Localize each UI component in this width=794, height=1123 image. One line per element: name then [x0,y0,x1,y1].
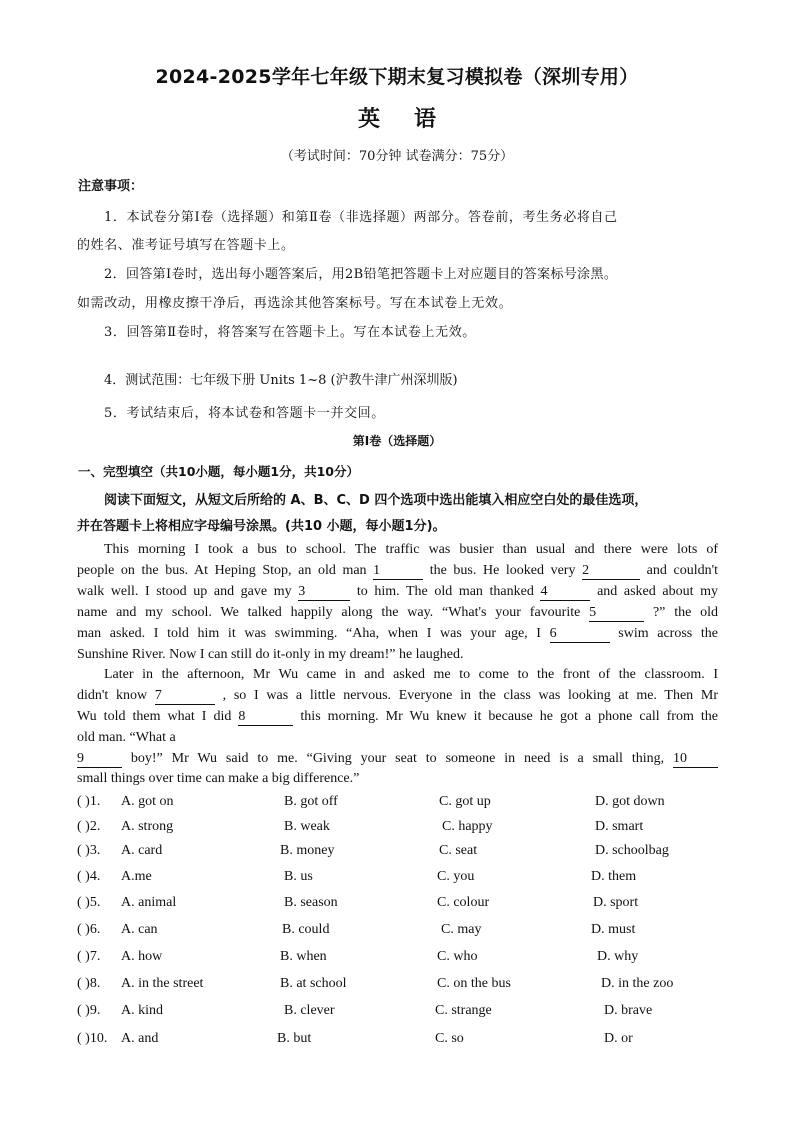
question-row [77,794,737,814]
option-c: C. strange [435,1003,492,1018]
question-row [77,922,737,942]
question-number: ( )3. [77,843,101,858]
option-b: B. at school [280,976,347,991]
notice-item-2-line2: 如需改动，用橡皮擦干净后，再选涂其他答案标号。写在本试卷上无效。 [77,296,513,311]
exam-title: 2024-2025学年七年级下期末复习模拟卷（深圳专用） [155,66,639,88]
blank-2: 2 [582,563,640,580]
question-number: ( )4. [77,869,101,884]
option-a: A. can [121,922,158,937]
notice-heading: 注意事项： [78,179,144,194]
passage-text: and asked about my [590,584,718,599]
passage-text: man asked. I told him it was swimming. “Aha, when I was your age, I [77,626,550,641]
passage-line [77,582,718,602]
question-row [77,949,737,969]
option-b: B. could [282,922,330,937]
question-row [77,843,737,863]
option-b: B. clever [284,1003,335,1018]
question-row [77,1003,737,1023]
passage-text: swim across the [609,626,718,641]
option-c: C. colour [437,895,490,910]
passage-text: ?” the old [644,605,719,620]
passage-line: This morning I took a bus to school. The traffic was busier than usual and there were lots of [104,542,718,557]
question-row [77,869,737,889]
passage-line: Later in the afternoon, Mr Wu came in and asked me to come to the front of the classroom. I [104,667,718,682]
option-a: A. got on [121,794,174,809]
question-row [77,895,737,915]
passage-text: walk well. I stood up and gave my [77,584,299,599]
option-c: C. who [437,949,478,964]
notice-item-1-line1: 1．本试卷分第Ⅰ卷（选择题）和第Ⅱ卷（非选择题）两部分。答卷前，考生务必将自己 [104,210,618,225]
option-d: D. brave [604,1003,653,1018]
question-number: ( )1. [77,794,101,809]
option-a: A. and [121,1031,159,1046]
option-c: C. got up [439,794,491,809]
question-number: ( )10. [77,1031,108,1046]
passage-text: , so I was a little nervous. Everyone in the class was looking at me. Then Mr [214,688,718,703]
option-c: C. seat [439,843,478,858]
option-b: B. money [280,843,335,858]
option-a: A. strong [121,819,174,834]
blank-8: 8 [238,709,293,726]
question-number: ( )7. [77,949,101,964]
question-row [77,1031,737,1051]
passage-line [77,749,718,769]
question-row [77,819,737,839]
question-number: ( )9. [77,1003,101,1018]
option-d: D. them [591,869,637,884]
passage-line [77,707,718,727]
passage-line: small things over time can make a big difference.” [77,771,360,786]
blank-3: 3 [298,584,350,601]
passage-line: Sunshine River. Now I can still do it-only in my dream!” he laughed. [77,647,464,662]
blank-4: 4 [540,584,590,601]
question-number: ( )5. [77,895,101,910]
notice-item-1-line2: 的姓名、准考证号填写在答题卡上。 [77,238,295,253]
part1-instruction-line1: 阅读下面短文，从短文后所给的 A、B、C、D 四个选项中选出能填入相应空白处的最佳选项， [104,493,648,508]
option-c: C. on the bus [437,976,511,991]
part1-heading: 一、完型填空（共10小题，每小题1分，共10分） [78,464,359,479]
passage-text: didn't know [77,688,155,703]
option-a: A. card [121,843,163,858]
option-d: D. must [591,922,636,937]
option-c: C. so [435,1031,464,1046]
option-a: A. how [121,949,163,964]
section-title: 第Ⅰ卷（选择题） [352,434,442,448]
passage-line: old man. “What a [77,730,176,745]
notice-item-5: 5．考试结束后，将本试卷和答题卡一并交回。 [104,406,385,421]
option-d: D. why [597,949,639,964]
question-row [77,976,737,996]
passage-text: people on the bus. At Heping Stop, an old man [77,563,374,578]
blank-1: 1 [373,563,423,580]
option-a: A. kind [121,1003,163,1018]
passage-text: boy!” Mr Wu said to me. “Giving your seat to someone in need is a small thing, [122,751,673,766]
passage-line [77,603,718,623]
option-d: D. sport [593,895,639,910]
question-number: ( )2. [77,819,101,834]
blank-5: 5 [589,605,644,622]
notice-item-3: 3．回答第Ⅱ卷时，将答案写在答题卡上。写在本试卷上无效。 [104,325,476,340]
question-number: ( )8. [77,976,101,991]
option-b: B. season [284,895,338,910]
subject-title: 英语 [357,107,470,132]
option-d: D. or [604,1031,633,1046]
option-c: C. may [441,922,482,937]
blank-6: 6 [550,626,610,643]
passage-line [77,686,718,706]
passage-text: to him. The old man thanked [350,584,541,599]
option-b: B. us [284,869,313,884]
passage-line [77,624,718,644]
option-d: D. in the zoo [601,976,674,991]
passage-line [77,561,718,581]
blank-7: 7 [155,688,215,705]
blank-10: 10 [673,751,718,768]
passage-text: and couldn't [640,563,718,578]
option-b: B. when [280,949,327,964]
option-d: D. got down [595,794,665,809]
question-number: ( )6. [77,922,101,937]
passage-text: this morning. Mr Wu knew it because he got a phone call from the [293,709,718,724]
option-a: A. in the street [121,976,204,991]
passage-text: Wu told them what I did [77,709,239,724]
option-d: D. smart [595,819,644,834]
exam-info: （考试时间：70分钟 试卷满分：75分） [280,149,514,164]
notice-item-4: 4．测试范围：七年级下册 Units 1~8 (沪教牛津广州深圳版) [104,373,458,388]
part1-instruction-line2: 并在答题卡上将相应字母编号涂黑。(共10 小题，每小题1分)。 [77,519,446,534]
blank-9: 9 [77,751,122,768]
passage-text: name and my school. We talked happily along the way. “What's your favourite [77,605,590,620]
notice-item-2-line1: 2．回答第Ⅰ卷时，选出每小题答案后，用2B铅笔把答题卡上对应题目的答案标号涂黑。 [104,267,618,282]
option-a: A. animal [121,895,177,910]
option-d: D. schoolbag [595,843,669,858]
option-c: C. you [437,869,475,884]
passage-text: the bus. He looked very [423,563,583,578]
option-c: C. happy [442,819,493,834]
option-b: B. but [277,1031,312,1046]
option-b: B. weak [284,819,330,834]
option-b: B. got off [284,794,338,809]
option-a: A.me [121,869,152,884]
